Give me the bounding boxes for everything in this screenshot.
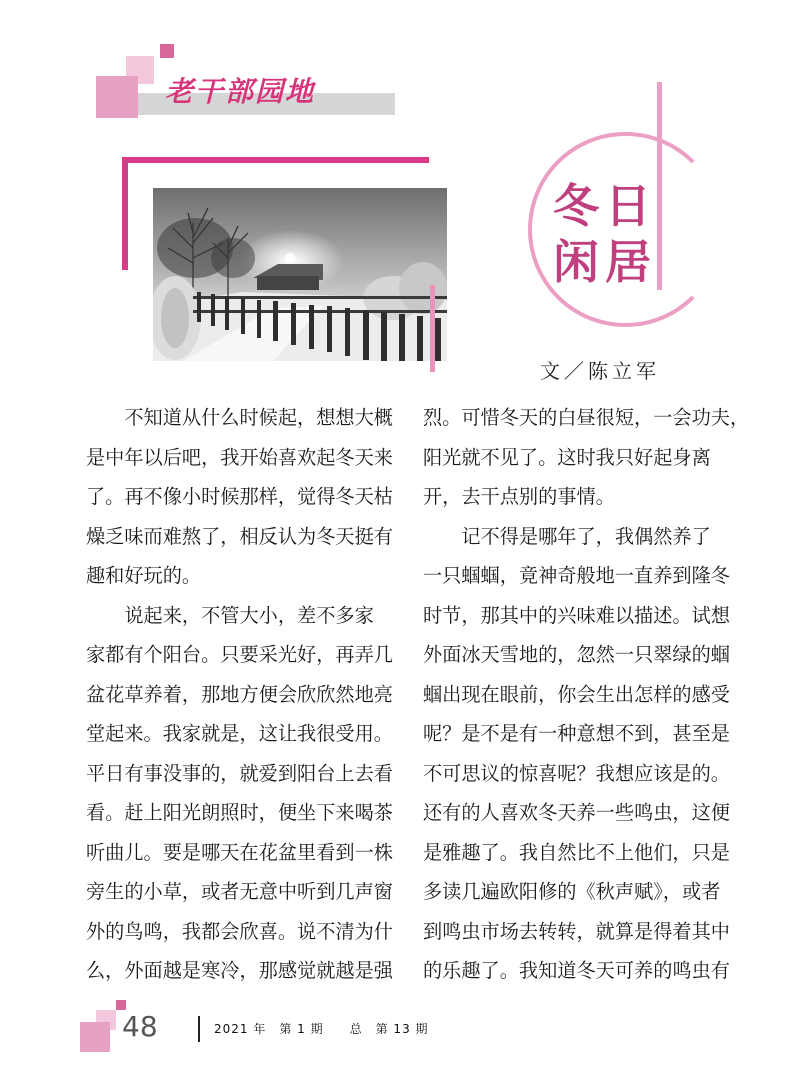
- text-line: 记不得是哪年了，我偶然养了: [423, 524, 711, 548]
- text-line: 家都有个阳台。只要采光好，再弄几: [86, 643, 393, 666]
- photo-frame-right: [430, 285, 435, 372]
- text-line: 时节，那其中的兴味难以描述。试想: [423, 603, 730, 627]
- text-column-left: [86, 398, 393, 991]
- text-line: 开，去干点别的事情。: [423, 485, 615, 508]
- text-line: 外面冰天雪地的，忽然一只翠绿的蝈: [423, 643, 730, 666]
- winter-photo: [153, 188, 447, 361]
- text-line: 还有的人喜欢冬天养一些鸣虫，这便: [423, 801, 730, 824]
- text-line: 外的鸟鸣，我都会欣喜。说不清为什: [86, 919, 393, 943]
- text-line: 趣和好玩的。: [86, 564, 202, 587]
- text-line: 旁生的小草，或者无意中听到几声窗: [86, 880, 393, 903]
- photo-frame-top: [122, 157, 429, 163]
- text-line: 呢？是不是有一种意想不到，甚至是: [423, 722, 730, 745]
- text-line: 蝈出现在眼前，你会生出怎样的感受: [423, 682, 730, 706]
- byline: 文／陈立军: [540, 359, 660, 383]
- text-line: 说起来，不管大小，差不多家: [86, 603, 374, 627]
- decor-square: [80, 1022, 110, 1052]
- text-line: 不可思议的惊喜呢？我想应该是的。: [423, 761, 730, 785]
- text-column-right: [423, 398, 750, 991]
- text-line: 多读几遍欧阳修的《秋声赋》，或者: [423, 880, 721, 903]
- text-line: 看。赶上阳光朗照时，便坐下来喝茶: [86, 801, 393, 824]
- text-line: 盆花草养着，那地方便会欣欣然地亮: [86, 682, 393, 706]
- decor-square: [160, 44, 174, 58]
- decor-square: [96, 76, 138, 118]
- text-line: 的乐趣了。我知道冬天可养的鸣虫有: [423, 959, 730, 982]
- photo-frame-left: [122, 157, 128, 270]
- text-line: 是中年以后吧，我开始喜欢起冬天来: [86, 445, 393, 469]
- footer-divider: [198, 1016, 200, 1042]
- text-line: 不知道从什么时候起，想想大概: [86, 406, 393, 429]
- title-line-2: 闲居: [553, 235, 657, 289]
- text-line: 一只蝈蝈，竟神奇般地一直养到隆冬: [423, 564, 730, 587]
- text-line: 到鸣虫市场去转转，就算是得着其中: [423, 919, 730, 943]
- page-number: 48: [122, 1010, 158, 1043]
- text-line: 烈。可惜冬天的白昼很短，一会功夫，: [423, 406, 750, 429]
- text-line: 听曲儿。要是哪天在花盆里看到一株: [86, 840, 393, 864]
- text-line: 了。再不像小时候那样，觉得冬天枯: [86, 485, 393, 508]
- text-line: 是雅趣了。我自然比不上他们，只是: [423, 840, 730, 864]
- text-line: 么，外面越是寒冷，那感觉就越是强: [86, 959, 393, 982]
- text-line: 阳光就不见了。这时我只好起身离: [423, 445, 711, 469]
- column-name: 老干部园地: [165, 75, 316, 108]
- title-vertical-line: [657, 82, 662, 290]
- text-line: 堂起来。我家就是，这让我很受用。: [86, 722, 393, 745]
- text-line: 平日有事没事的，就爱到阳台上去看: [86, 761, 393, 785]
- decor-square: [116, 1000, 126, 1010]
- issue-info: 2021 年 第 1 期 总 第 13 期: [214, 1022, 429, 1036]
- text-line: 燥乏味而难熬了，相反认为冬天挺有: [86, 524, 393, 548]
- title-line-1: 冬日: [553, 179, 657, 233]
